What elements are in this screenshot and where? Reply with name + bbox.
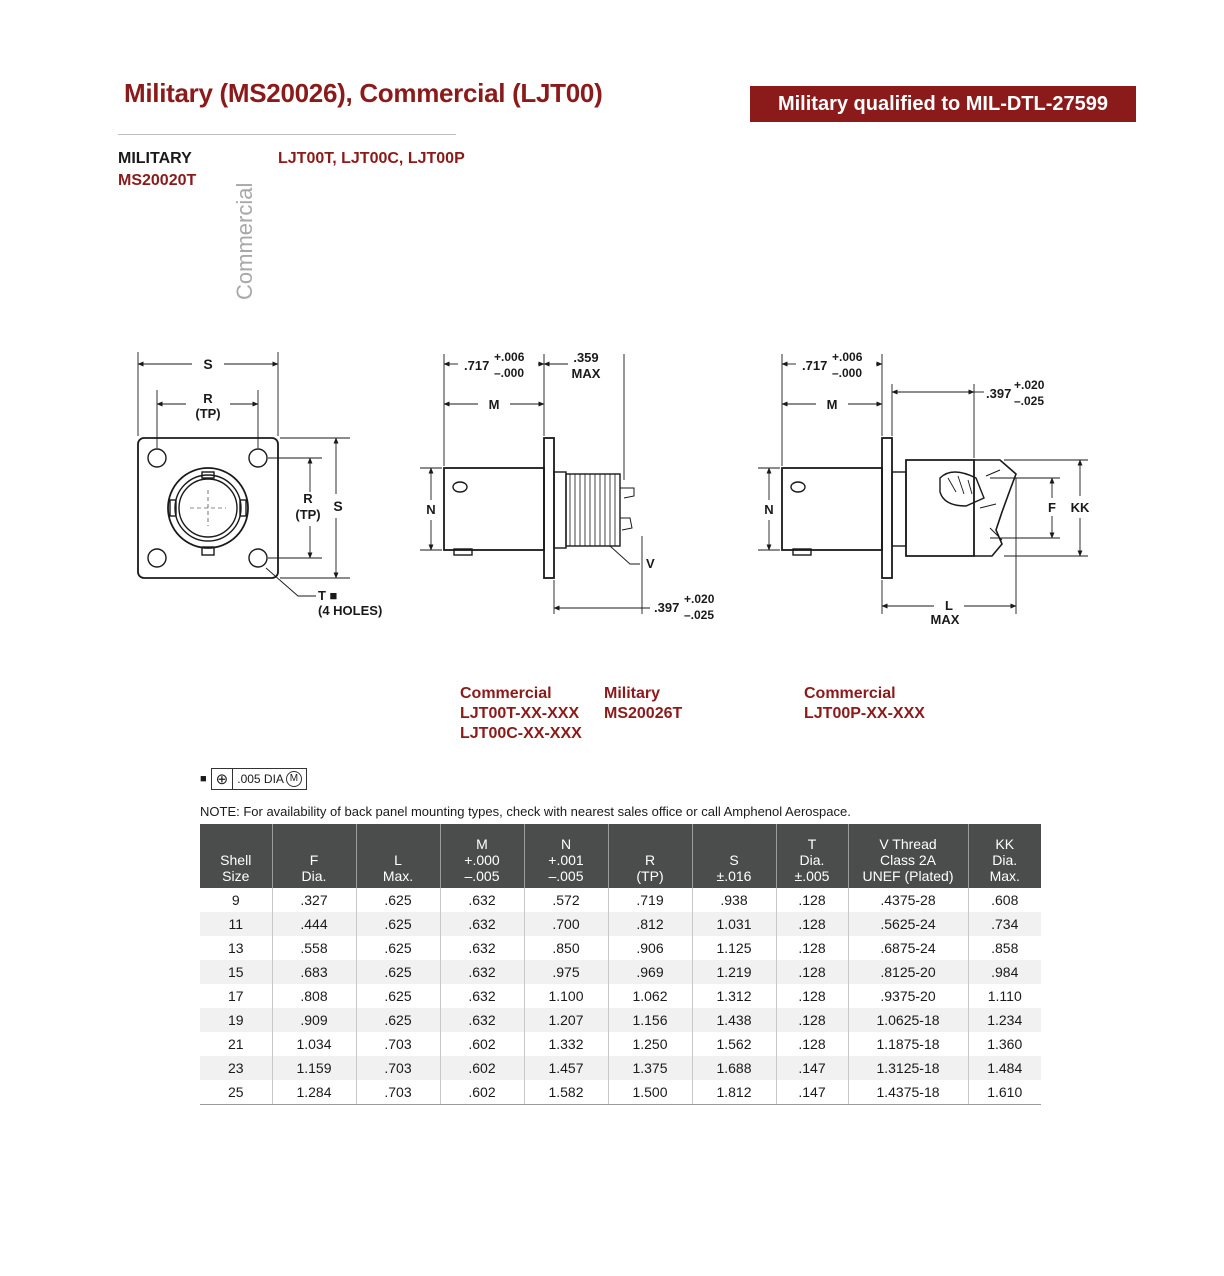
side2-plus006: +.006 xyxy=(832,350,863,364)
table-cell: 1.610 xyxy=(968,1080,1041,1105)
table-cell: .5625-24 xyxy=(848,912,968,936)
caption-commercial-receptacle: Commercial LJT00T-XX-XXX LJT00C-XX-XXX xyxy=(460,685,582,742)
table-cell: .608 xyxy=(968,888,1041,912)
table-cell: 1.125 xyxy=(692,936,776,960)
front-tp-label: (TP) xyxy=(195,406,221,421)
table-cell: 1.234 xyxy=(968,1008,1041,1032)
side1-plus020: +.020 xyxy=(684,592,715,606)
table-header-cell: V Thread Class 2A UNEF (Plated) xyxy=(848,824,968,888)
table-cell: 1.159 xyxy=(272,1056,356,1080)
table-cell: 1.360 xyxy=(968,1032,1041,1056)
table-cell: 1.0625-18 xyxy=(848,1008,968,1032)
table-cell: .969 xyxy=(608,960,692,984)
table-row xyxy=(200,912,1041,936)
table-cell: .909 xyxy=(272,1008,356,1032)
table-row xyxy=(200,1080,1041,1105)
table-cell: 1.062 xyxy=(608,984,692,1008)
table-cell: .703 xyxy=(356,1056,440,1080)
table-cell: .147 xyxy=(776,1056,848,1080)
table-cell: .938 xyxy=(692,888,776,912)
table-cell: .850 xyxy=(524,936,608,960)
table-cell: .128 xyxy=(776,1032,848,1056)
table-cell: .719 xyxy=(608,888,692,912)
military-part-label: MS20020T xyxy=(118,172,197,189)
table-row xyxy=(200,1008,1041,1032)
side2-max-label: MAX xyxy=(930,612,960,627)
table-cell: 1.1875-18 xyxy=(848,1032,968,1056)
front-holes-label: (4 HOLES) xyxy=(318,603,383,618)
table-cell: .625 xyxy=(356,888,440,912)
true-position-icon: ⊕ xyxy=(215,771,229,788)
side1-v-label: V xyxy=(646,556,655,571)
front-r-label-side: R xyxy=(303,491,313,506)
table-cell: .906 xyxy=(608,936,692,960)
table-cell: .703 xyxy=(356,1080,440,1105)
side1-dim717: .717 xyxy=(464,358,490,373)
table-header-cell: R (TP) xyxy=(608,824,692,888)
table-cell: 19 xyxy=(200,1008,272,1032)
table-cell: 1.582 xyxy=(524,1080,608,1105)
table-header-cell: F Dia. xyxy=(272,824,356,888)
table-cell: .632 xyxy=(440,960,524,984)
table-cell: .703 xyxy=(356,1032,440,1056)
side2-plus020: +.020 xyxy=(1014,378,1045,392)
side1-minus000: –.000 xyxy=(494,366,525,380)
table-cell: 1.562 xyxy=(692,1032,776,1056)
table-cell: .572 xyxy=(524,888,608,912)
table-cell: .128 xyxy=(776,960,848,984)
table-cell: .632 xyxy=(440,936,524,960)
table-cell: 17 xyxy=(227,988,244,1004)
table-cell: .808 xyxy=(272,984,356,1008)
side1-plus006: +.006 xyxy=(494,350,525,364)
table-cell: 13 xyxy=(227,940,244,956)
table-header xyxy=(200,824,1041,888)
table-cell: 1.156 xyxy=(608,1008,692,1032)
side2-dim397: .397 xyxy=(986,386,1012,401)
table-cell: 1.375 xyxy=(608,1056,692,1080)
table-cell: 1.034 xyxy=(272,1032,356,1056)
side1-minus025: –.025 xyxy=(684,608,715,622)
table-cell: .147 xyxy=(776,1080,848,1105)
front-r-label: R xyxy=(203,391,213,406)
table-cell: .632 xyxy=(440,1008,524,1032)
table-row xyxy=(200,960,1041,984)
table-header-cell: T Dia. ±.005 xyxy=(776,824,848,888)
table-header-cell: L Max. xyxy=(356,824,440,888)
table-row xyxy=(200,1032,1041,1056)
commercial-parts-label: LJT00T, LJT00C, LJT00P xyxy=(278,150,465,167)
table-cell: .444 xyxy=(272,912,356,936)
table-cell: .625 xyxy=(356,984,440,1008)
table-cell: 1.312 xyxy=(692,984,776,1008)
table-cell: .984 xyxy=(968,960,1041,984)
table-cell: .812 xyxy=(608,912,692,936)
table-cell: 1.438 xyxy=(692,1008,776,1032)
table-cell: .128 xyxy=(776,1008,848,1032)
table-cell: .734 xyxy=(968,912,1041,936)
side2-m-label: M xyxy=(826,397,838,412)
table-cell: .558 xyxy=(272,936,356,960)
table-cell: .700 xyxy=(524,912,608,936)
table-cell: .8125-20 xyxy=(848,960,968,984)
table-cell: .6875-24 xyxy=(848,936,968,960)
table-cell: .4375-28 xyxy=(848,888,968,912)
table-cell: 21 xyxy=(227,1036,244,1052)
table-cell: 1.500 xyxy=(608,1080,692,1105)
table-row xyxy=(200,984,1041,1008)
tolerance-frame xyxy=(211,768,307,790)
table-cell: .625 xyxy=(356,1008,440,1032)
side2-l-label: L xyxy=(945,598,953,613)
table-cell: .858 xyxy=(968,936,1041,960)
dimensions-table xyxy=(200,824,1041,1105)
table-cell: .625 xyxy=(356,960,440,984)
side1-n-label: N xyxy=(426,502,436,517)
table-cell: 1.4375-18 xyxy=(848,1080,968,1105)
table-cell: 1.688 xyxy=(692,1056,776,1080)
front-t-label: T ■ xyxy=(318,588,338,603)
table-cell: 1.3125-18 xyxy=(848,1056,968,1080)
table-cell: 1.484 xyxy=(968,1056,1041,1080)
table-header-cell: Shell Size xyxy=(200,824,272,888)
front-tp-label-side: (TP) xyxy=(295,507,321,522)
tolerance-value: .005 DIA M xyxy=(232,769,306,789)
position-tolerance-callout xyxy=(200,768,307,790)
front-view-drawing xyxy=(138,352,350,596)
table-header-cell: N +.001 –.005 xyxy=(524,824,608,888)
table-cell: 1.332 xyxy=(524,1032,608,1056)
table-cell: .602 xyxy=(440,1056,524,1080)
table-cell: .128 xyxy=(776,888,848,912)
table-cell: 1.812 xyxy=(692,1080,776,1105)
table-cell: 1.100 xyxy=(524,984,608,1008)
side2-minus000: –.000 xyxy=(832,366,863,380)
commercial-vertical-label: Commercial xyxy=(232,182,257,300)
availability-note: NOTE: For availability of back panel mounting types, check with nearest sales office or call Amphenol Aerospace. xyxy=(200,804,851,819)
table-header-row xyxy=(200,824,1041,888)
table-cell: .632 xyxy=(440,984,524,1008)
page-title: Military (MS20026), Commercial (LJT00) xyxy=(124,78,603,108)
side2-minus025: –.025 xyxy=(1014,394,1045,408)
table-row xyxy=(200,1056,1041,1080)
table-cell: .9375-20 xyxy=(848,984,968,1008)
front-s-label: S xyxy=(203,356,213,372)
table-header-cell: M +.000 –.005 xyxy=(440,824,524,888)
table-header-cell: S ±.016 xyxy=(692,824,776,888)
side1-max: MAX xyxy=(571,366,601,381)
table-cell: 9 xyxy=(231,892,240,908)
front-s-label-side: S xyxy=(333,498,343,514)
title-divider xyxy=(118,134,456,135)
table-cell: .975 xyxy=(524,960,608,984)
table-cell: 1.031 xyxy=(692,912,776,936)
table-cell: .128 xyxy=(776,912,848,936)
table-cell: 11 xyxy=(200,912,272,936)
table-cell: .602 xyxy=(440,1080,524,1105)
tolerance-marker: ■ xyxy=(200,773,207,785)
table-cell: 1.284 xyxy=(272,1080,356,1105)
table-cell: .128 xyxy=(776,936,848,960)
qualification-badge: Military qualified to MIL-DTL-27599 xyxy=(750,86,1136,122)
side1-dim359: .359 xyxy=(573,350,599,365)
connector-drawings xyxy=(0,330,1224,640)
table-cell: 15 xyxy=(200,960,272,984)
table-row xyxy=(200,936,1041,960)
side2-n-label: N xyxy=(764,502,774,517)
table-cell: .327 xyxy=(272,888,356,912)
table-cell: 1.457 xyxy=(524,1056,608,1080)
side2-f-label: F xyxy=(1048,500,1056,515)
mmc-modifier-icon: M xyxy=(286,771,302,787)
table-cell: .625 xyxy=(356,912,440,936)
table-cell: 1.207 xyxy=(524,1008,608,1032)
table-body xyxy=(200,888,1041,1105)
military-label: MILITARY xyxy=(118,150,192,167)
table-cell: 1.250 xyxy=(608,1032,692,1056)
side2-kk-label: KK xyxy=(1070,500,1090,515)
table-cell: .632 xyxy=(440,912,524,936)
table-header-cell: KK Dia. Max. xyxy=(968,824,1041,888)
caption-commercial-plug: Commercial LJT00P-XX-XXX xyxy=(804,685,925,722)
side1-dim397: .397 xyxy=(654,600,680,615)
side-view-plug-drawing xyxy=(758,354,1088,614)
table-cell: .602 xyxy=(440,1032,524,1056)
table-cell: .632 xyxy=(440,888,524,912)
table-row xyxy=(200,888,1041,912)
table-cell: .625 xyxy=(356,936,440,960)
table-cell: 25 xyxy=(200,1080,272,1105)
table-cell: .683 xyxy=(272,960,356,984)
side1-m-label: M xyxy=(488,397,500,412)
side-view-receptacle-drawing xyxy=(420,354,650,614)
table-cell: .128 xyxy=(776,984,848,1008)
side2-dim717: .717 xyxy=(802,358,828,373)
caption-military-receptacle: Military MS20026T xyxy=(604,685,683,722)
table-cell: 1.110 xyxy=(968,984,1041,1008)
table-cell: 1.219 xyxy=(692,960,776,984)
table-cell: 23 xyxy=(200,1056,272,1080)
